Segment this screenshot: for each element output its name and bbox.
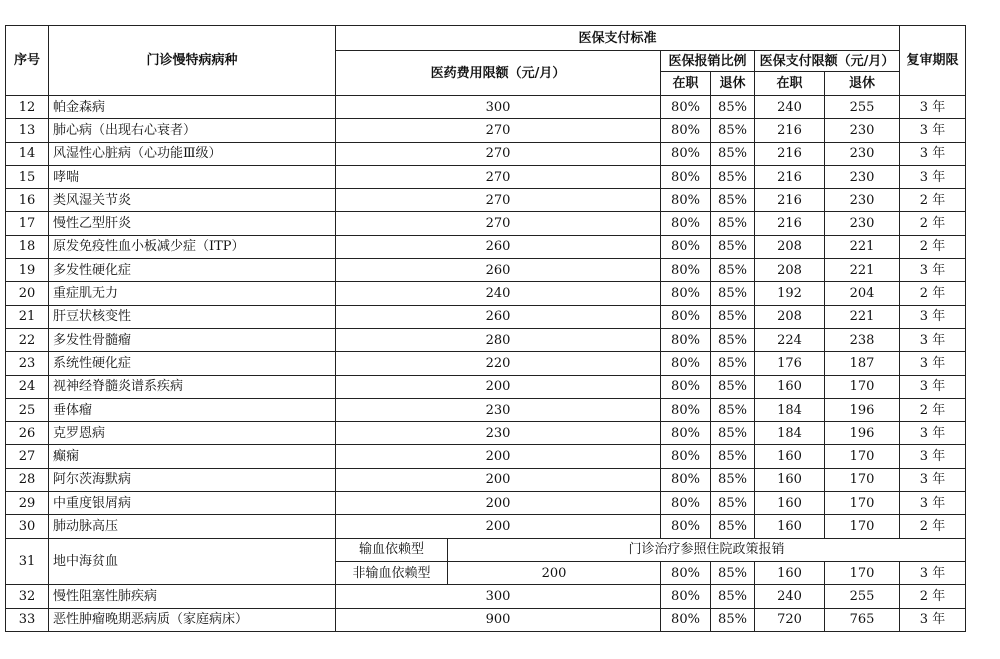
cell-pay-retired: 187 bbox=[825, 352, 900, 375]
table-row bbox=[6, 422, 966, 445]
cell-ratio-retired: 85% bbox=[711, 259, 755, 282]
cell-seq: 29 bbox=[6, 492, 49, 515]
cell-seq: 15 bbox=[6, 165, 49, 188]
cell-review: 3 年 bbox=[900, 422, 966, 445]
cell-pay-retired: 230 bbox=[825, 119, 900, 142]
cell-cost-limit: 900 bbox=[336, 608, 661, 631]
cell-disease-name: 风湿性心脏病（心功能Ⅲ级） bbox=[49, 142, 336, 165]
cell-ratio-retired: 85% bbox=[711, 96, 755, 119]
cell-ratio-retired: 85% bbox=[711, 328, 755, 351]
cell-disease-name: 系统性硬化症 bbox=[49, 352, 336, 375]
cell-pay-employed: 208 bbox=[755, 305, 825, 328]
header-cost-limit: 医药费用限额（元/月） bbox=[336, 51, 661, 96]
table-row bbox=[6, 96, 966, 119]
header-review: 复审期限 bbox=[900, 26, 966, 96]
cell-disease-name: 多发性硬化症 bbox=[49, 259, 336, 282]
cell-disease-name: 肺心病（出现右心衰者） bbox=[49, 119, 336, 142]
cell-pay-retired: 221 bbox=[825, 235, 900, 258]
row31-seq: 31 bbox=[6, 538, 49, 585]
row31-sub2-pay-employed: 160 bbox=[755, 561, 825, 584]
table-row bbox=[6, 235, 966, 258]
cell-cost-limit: 300 bbox=[336, 96, 661, 119]
cell-ratio-retired: 85% bbox=[711, 492, 755, 515]
cell-pay-retired: 230 bbox=[825, 212, 900, 235]
cell-ratio-retired: 85% bbox=[711, 189, 755, 212]
cell-cost-limit: 230 bbox=[336, 422, 661, 445]
cell-pay-employed: 160 bbox=[755, 445, 825, 468]
cell-cost-limit: 200 bbox=[336, 468, 661, 491]
cell-ratio-employed: 80% bbox=[661, 375, 711, 398]
cell-ratio-retired: 85% bbox=[711, 165, 755, 188]
header-pay-retired: 退休 bbox=[825, 72, 900, 96]
cell-ratio-employed: 80% bbox=[661, 119, 711, 142]
row31-name: 地中海贫血 bbox=[49, 538, 336, 585]
row31-sub2-limit: 200 bbox=[448, 561, 661, 584]
cell-review: 3 年 bbox=[900, 96, 966, 119]
cell-seq: 20 bbox=[6, 282, 49, 305]
header-standard: 医保支付标准 bbox=[336, 26, 900, 51]
cell-disease-name: 中重度银屑病 bbox=[49, 492, 336, 515]
cell-pay-retired: 170 bbox=[825, 445, 900, 468]
header-ratio-employed: 在职 bbox=[661, 72, 711, 96]
cell-ratio-employed: 80% bbox=[661, 96, 711, 119]
cell-cost-limit: 270 bbox=[336, 212, 661, 235]
cell-ratio-employed: 80% bbox=[661, 445, 711, 468]
cell-ratio-employed: 80% bbox=[661, 282, 711, 305]
table-row bbox=[6, 305, 966, 328]
cell-seq: 16 bbox=[6, 189, 49, 212]
cell-review: 3 年 bbox=[900, 328, 966, 351]
cell-seq: 13 bbox=[6, 119, 49, 142]
table-row bbox=[6, 608, 966, 631]
cell-pay-retired: 255 bbox=[825, 585, 900, 608]
cell-review: 3 年 bbox=[900, 119, 966, 142]
table-row bbox=[6, 119, 966, 142]
cell-disease-name: 哮喘 bbox=[49, 165, 336, 188]
cell-ratio-employed: 80% bbox=[661, 189, 711, 212]
cell-ratio-employed: 80% bbox=[661, 492, 711, 515]
cell-ratio-retired: 85% bbox=[711, 282, 755, 305]
table-row bbox=[6, 259, 966, 282]
cell-review: 2 年 bbox=[900, 282, 966, 305]
cell-seq: 27 bbox=[6, 445, 49, 468]
table-row bbox=[6, 445, 966, 468]
cell-seq: 32 bbox=[6, 585, 49, 608]
cell-ratio-retired: 85% bbox=[711, 235, 755, 258]
cell-review: 3 年 bbox=[900, 305, 966, 328]
row31-sub2-ratio-employed: 80% bbox=[661, 561, 711, 584]
cell-ratio-employed: 80% bbox=[661, 235, 711, 258]
header-reimb-ratio: 医保报销比例 bbox=[661, 51, 755, 72]
cell-cost-limit: 200 bbox=[336, 515, 661, 538]
row31-sub2-ratio-retired: 85% bbox=[711, 561, 755, 584]
cell-pay-retired: 170 bbox=[825, 492, 900, 515]
cell-review: 3 年 bbox=[900, 468, 966, 491]
cell-pay-retired: 170 bbox=[825, 375, 900, 398]
cell-cost-limit: 280 bbox=[336, 328, 661, 351]
cell-disease-name: 克罗恩病 bbox=[49, 422, 336, 445]
cell-cost-limit: 200 bbox=[336, 445, 661, 468]
cell-review: 2 年 bbox=[900, 585, 966, 608]
table-row bbox=[6, 375, 966, 398]
cell-pay-retired: 204 bbox=[825, 282, 900, 305]
cell-seq: 28 bbox=[6, 468, 49, 491]
cell-review: 3 年 bbox=[900, 375, 966, 398]
cell-pay-retired: 221 bbox=[825, 259, 900, 282]
cell-ratio-retired: 85% bbox=[711, 608, 755, 631]
cell-ratio-retired: 85% bbox=[711, 468, 755, 491]
cell-pay-retired: 221 bbox=[825, 305, 900, 328]
cell-pay-retired: 255 bbox=[825, 96, 900, 119]
table-row bbox=[6, 212, 966, 235]
table-row bbox=[6, 352, 966, 375]
cell-disease-name: 重症肌无力 bbox=[49, 282, 336, 305]
cell-ratio-employed: 80% bbox=[661, 142, 711, 165]
cell-disease-name: 阿尔茨海默病 bbox=[49, 468, 336, 491]
cell-ratio-retired: 85% bbox=[711, 119, 755, 142]
cell-cost-limit: 270 bbox=[336, 142, 661, 165]
cell-ratio-retired: 85% bbox=[711, 375, 755, 398]
cell-disease-name: 癫痫 bbox=[49, 445, 336, 468]
cell-pay-retired: 196 bbox=[825, 422, 900, 445]
cell-ratio-employed: 80% bbox=[661, 585, 711, 608]
cell-pay-employed: 184 bbox=[755, 422, 825, 445]
cell-pay-employed: 216 bbox=[755, 165, 825, 188]
table-row bbox=[6, 515, 966, 538]
header-disease: 门诊慢特病病种 bbox=[49, 26, 336, 96]
cell-disease-name: 视神经脊髓炎谱系疾病 bbox=[49, 375, 336, 398]
header-pay-employed: 在职 bbox=[755, 72, 825, 96]
cell-review: 2 年 bbox=[900, 212, 966, 235]
cell-cost-limit: 300 bbox=[336, 585, 661, 608]
cell-cost-limit: 260 bbox=[336, 259, 661, 282]
cell-ratio-employed: 80% bbox=[661, 515, 711, 538]
cell-pay-retired: 230 bbox=[825, 142, 900, 165]
table-row bbox=[6, 468, 966, 491]
cell-pay-employed: 216 bbox=[755, 189, 825, 212]
cell-cost-limit: 200 bbox=[336, 375, 661, 398]
cell-pay-employed: 216 bbox=[755, 142, 825, 165]
cell-review: 3 年 bbox=[900, 352, 966, 375]
cell-cost-limit: 260 bbox=[336, 305, 661, 328]
cell-ratio-employed: 80% bbox=[661, 352, 711, 375]
cell-ratio-retired: 85% bbox=[711, 398, 755, 421]
cell-seq: 33 bbox=[6, 608, 49, 631]
cell-ratio-employed: 80% bbox=[661, 165, 711, 188]
cell-ratio-retired: 85% bbox=[711, 515, 755, 538]
header-seq: 序号 bbox=[6, 26, 49, 96]
cell-cost-limit: 260 bbox=[336, 235, 661, 258]
cell-ratio-retired: 85% bbox=[711, 585, 755, 608]
cell-disease-name: 肺动脉高压 bbox=[49, 515, 336, 538]
cell-pay-employed: 216 bbox=[755, 119, 825, 142]
cell-seq: 19 bbox=[6, 259, 49, 282]
cell-ratio-employed: 80% bbox=[661, 328, 711, 351]
cell-pay-employed: 208 bbox=[755, 259, 825, 282]
cell-review: 3 年 bbox=[900, 142, 966, 165]
cell-ratio-employed: 80% bbox=[661, 422, 711, 445]
cell-review: 2 年 bbox=[900, 235, 966, 258]
cell-cost-limit: 270 bbox=[336, 119, 661, 142]
cell-seq: 22 bbox=[6, 328, 49, 351]
cell-cost-limit: 220 bbox=[336, 352, 661, 375]
cell-pay-retired: 170 bbox=[825, 515, 900, 538]
table-row bbox=[6, 165, 966, 188]
cell-pay-employed: 160 bbox=[755, 375, 825, 398]
cell-pay-retired: 170 bbox=[825, 468, 900, 491]
outpatient-chronic-disease-table bbox=[5, 25, 966, 632]
cell-pay-employed: 160 bbox=[755, 492, 825, 515]
header-ratio-retired: 退休 bbox=[711, 72, 755, 96]
cell-pay-employed: 208 bbox=[755, 235, 825, 258]
cell-ratio-retired: 85% bbox=[711, 305, 755, 328]
table-row bbox=[6, 398, 966, 421]
cell-seq: 24 bbox=[6, 375, 49, 398]
cell-pay-retired: 196 bbox=[825, 398, 900, 421]
row31-sub2-type: 非输血依赖型 bbox=[336, 561, 448, 584]
cell-ratio-retired: 85% bbox=[711, 445, 755, 468]
cell-pay-employed: 192 bbox=[755, 282, 825, 305]
cell-pay-employed: 240 bbox=[755, 96, 825, 119]
cell-ratio-employed: 80% bbox=[661, 608, 711, 631]
cell-disease-name: 恶性肿瘤晚期恶病质（家庭病床） bbox=[49, 608, 336, 631]
cell-pay-retired: 230 bbox=[825, 189, 900, 212]
cell-cost-limit: 230 bbox=[336, 398, 661, 421]
cell-pay-employed: 176 bbox=[755, 352, 825, 375]
row31-sub1-policy: 门诊治疗参照住院政策报销 bbox=[448, 538, 966, 561]
cell-ratio-employed: 80% bbox=[661, 259, 711, 282]
table-row bbox=[6, 189, 966, 212]
cell-disease-name: 慢性乙型肝炎 bbox=[49, 212, 336, 235]
table-row bbox=[6, 585, 966, 608]
header-pay-limit: 医保支付限额（元/月） bbox=[755, 51, 900, 72]
cell-pay-retired: 238 bbox=[825, 328, 900, 351]
cell-seq: 25 bbox=[6, 398, 49, 421]
cell-seq: 30 bbox=[6, 515, 49, 538]
cell-disease-name: 类风湿关节炎 bbox=[49, 189, 336, 212]
cell-ratio-employed: 80% bbox=[661, 468, 711, 491]
table-row bbox=[6, 142, 966, 165]
table-row bbox=[6, 282, 966, 305]
cell-pay-retired: 765 bbox=[825, 608, 900, 631]
cell-seq: 18 bbox=[6, 235, 49, 258]
cell-cost-limit: 270 bbox=[336, 189, 661, 212]
cell-seq: 21 bbox=[6, 305, 49, 328]
cell-cost-limit: 200 bbox=[336, 492, 661, 515]
cell-pay-employed: 224 bbox=[755, 328, 825, 351]
cell-seq: 12 bbox=[6, 96, 49, 119]
cell-review: 3 年 bbox=[900, 492, 966, 515]
table-row bbox=[6, 328, 966, 351]
row31-sub2-review: 3 年 bbox=[900, 561, 966, 584]
cell-pay-employed: 184 bbox=[755, 398, 825, 421]
cell-cost-limit: 270 bbox=[336, 165, 661, 188]
cell-disease-name: 肝豆状核变性 bbox=[49, 305, 336, 328]
cell-pay-employed: 160 bbox=[755, 468, 825, 491]
cell-ratio-employed: 80% bbox=[661, 305, 711, 328]
cell-ratio-retired: 85% bbox=[711, 212, 755, 235]
row31-sub2-pay-retired: 170 bbox=[825, 561, 900, 584]
cell-ratio-employed: 80% bbox=[661, 398, 711, 421]
cell-seq: 23 bbox=[6, 352, 49, 375]
row31-sub1-type: 输血依赖型 bbox=[336, 538, 448, 561]
cell-ratio-retired: 85% bbox=[711, 142, 755, 165]
cell-disease-name: 原发免疫性血小板减少症（ITP） bbox=[49, 235, 336, 258]
cell-pay-employed: 160 bbox=[755, 515, 825, 538]
cell-pay-employed: 216 bbox=[755, 212, 825, 235]
cell-ratio-retired: 85% bbox=[711, 422, 755, 445]
cell-disease-name: 垂体瘤 bbox=[49, 398, 336, 421]
cell-cost-limit: 240 bbox=[336, 282, 661, 305]
cell-pay-employed: 720 bbox=[755, 608, 825, 631]
cell-ratio-retired: 85% bbox=[711, 352, 755, 375]
cell-pay-retired: 230 bbox=[825, 165, 900, 188]
cell-disease-name: 帕金森病 bbox=[49, 96, 336, 119]
cell-pay-employed: 240 bbox=[755, 585, 825, 608]
cell-review: 2 年 bbox=[900, 398, 966, 421]
cell-seq: 26 bbox=[6, 422, 49, 445]
cell-review: 2 年 bbox=[900, 189, 966, 212]
cell-review: 3 年 bbox=[900, 165, 966, 188]
cell-review: 3 年 bbox=[900, 259, 966, 282]
cell-disease-name: 慢性阻塞性肺疾病 bbox=[49, 585, 336, 608]
cell-review: 3 年 bbox=[900, 608, 966, 631]
table-row bbox=[6, 492, 966, 515]
cell-review: 3 年 bbox=[900, 445, 966, 468]
cell-seq: 17 bbox=[6, 212, 49, 235]
cell-ratio-employed: 80% bbox=[661, 212, 711, 235]
cell-disease-name: 多发性骨髓瘤 bbox=[49, 328, 336, 351]
cell-review: 2 年 bbox=[900, 515, 966, 538]
cell-seq: 14 bbox=[6, 142, 49, 165]
